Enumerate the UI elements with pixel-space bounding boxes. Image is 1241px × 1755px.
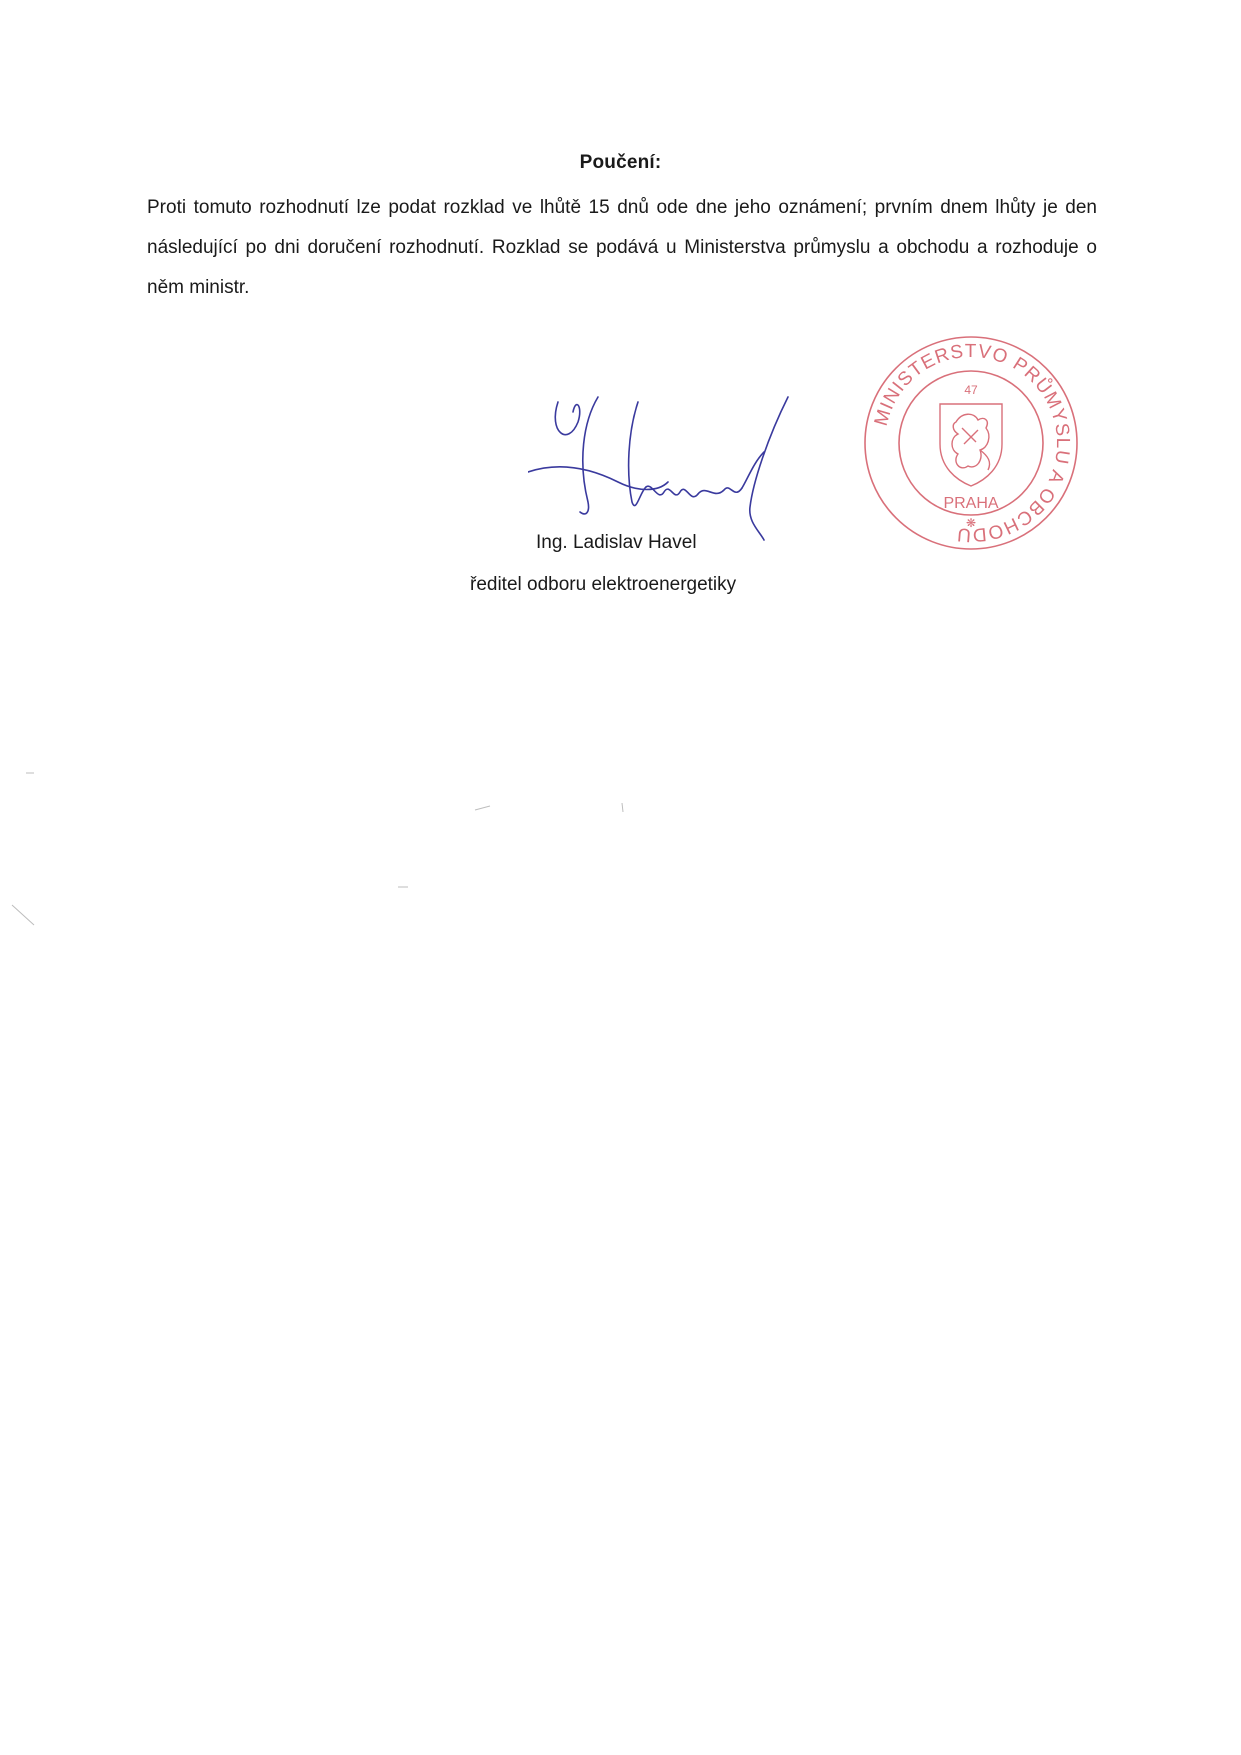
stamp-number: 47 [964,383,978,397]
stamp-star-icon: ❋ [965,516,977,530]
handwritten-signature [528,392,798,542]
official-stamp [860,332,1082,554]
instruction-heading: Poučení: [579,152,662,173]
signatory-role: ředitel odboru elektroenergetiky [470,574,737,595]
signatory-name: Ing. Ladislav Havel [536,532,697,553]
coat-of-arms-icon [940,404,1002,486]
stamp-city: PRAHA [943,495,999,512]
stamp-circle-text: MINISTERSTVO PRŮMYSLU A OBCHODU [870,340,1074,546]
instruction-text: Proti tomuto rozhodnutí lze podat rozklad ve lhůtě 15 dnů ode dne jeho oznámení; prvním dnem lhůty je den následující po dni doručení rozhodnutí. Rozklad se podává u Ministerstva průmyslu a obchodu a rozhoduje o něm ministr. [147,197,1097,298]
